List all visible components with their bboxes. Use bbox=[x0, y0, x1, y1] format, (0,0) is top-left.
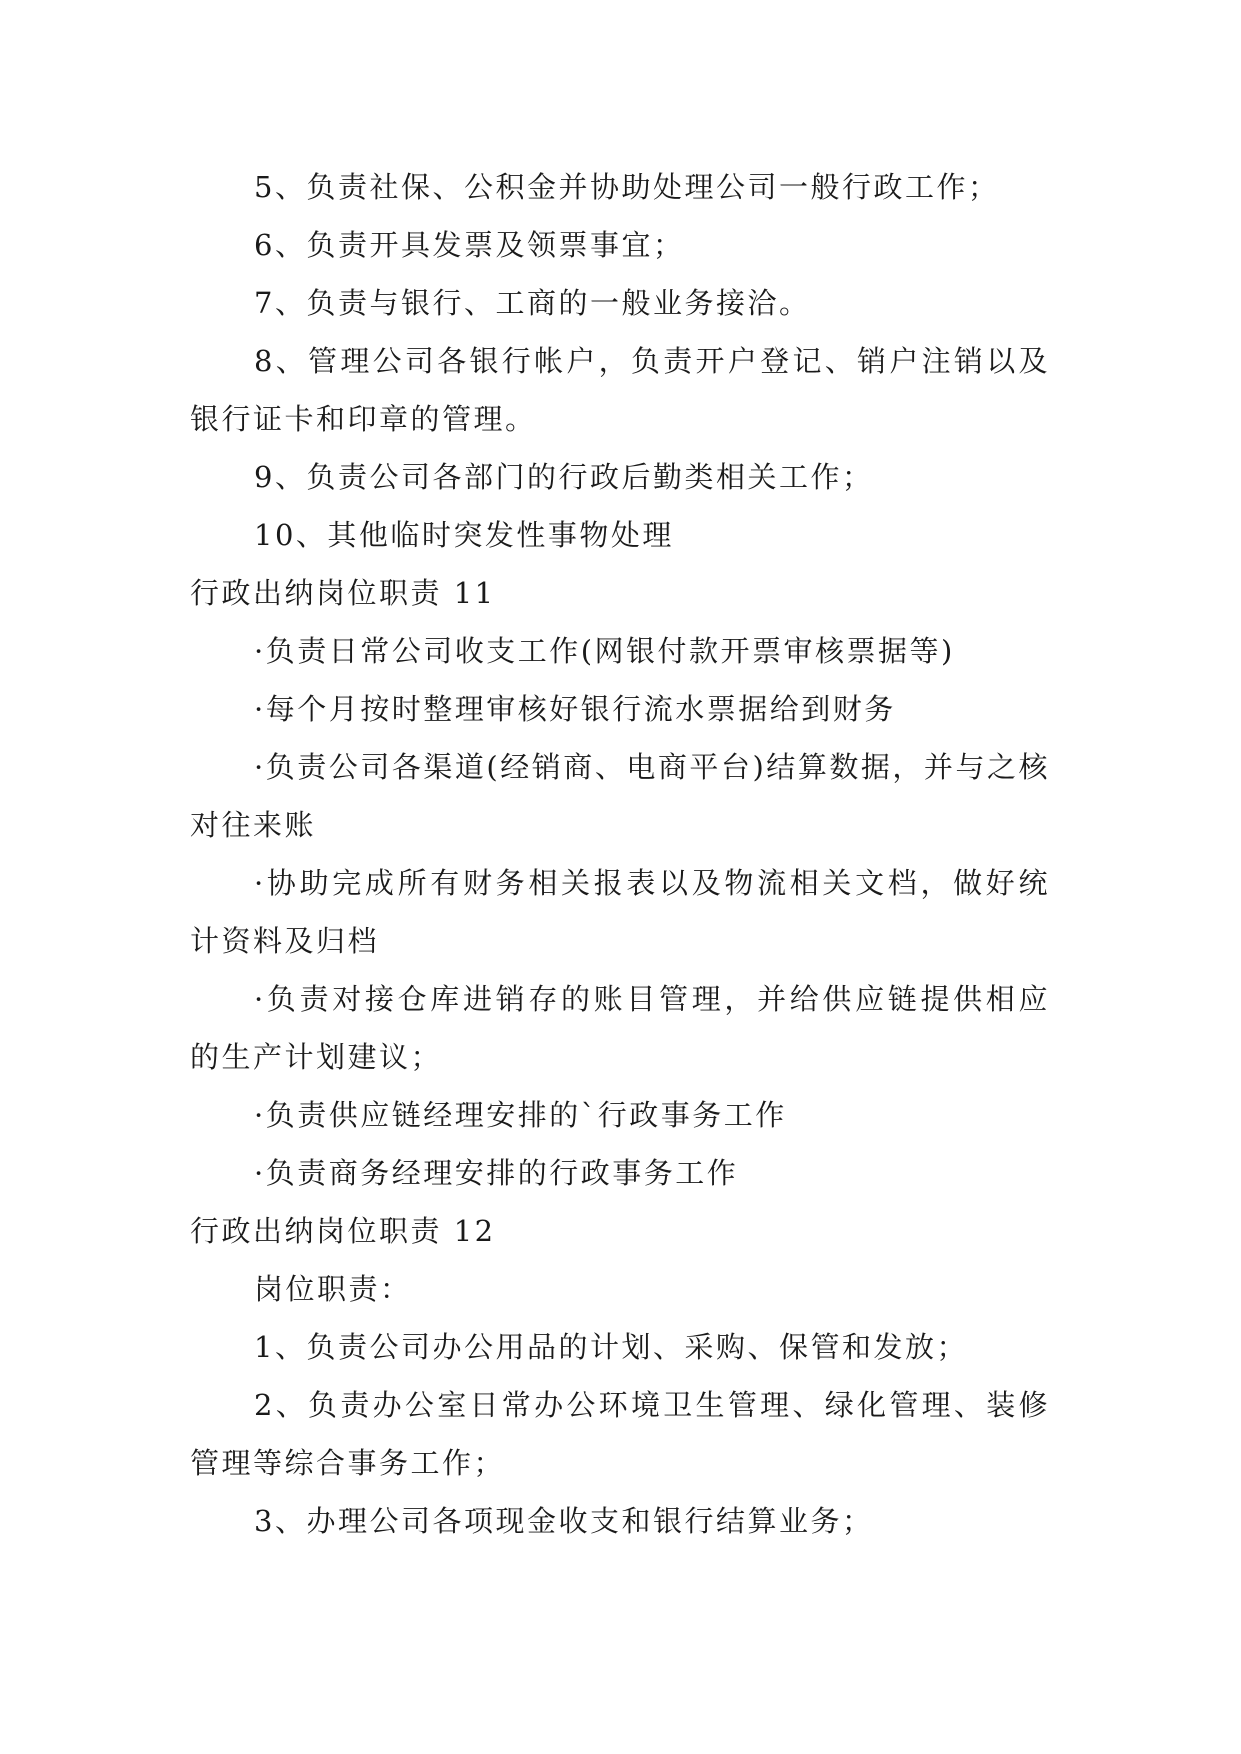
paragraph-text: 9、负责公司各部门的行政后勤类相关工作； bbox=[254, 460, 874, 494]
bullet-item bbox=[190, 1144, 1050, 1202]
paragraph-item-8 bbox=[190, 332, 1050, 448]
paragraph-text: 7、负责与银行、工商的一般业务接洽。 bbox=[254, 286, 811, 320]
section-heading-12 bbox=[190, 1202, 1050, 1260]
bullet-text: ·每个月按时整理审核好银行流水票据给到财务 bbox=[254, 692, 896, 726]
document-body bbox=[190, 158, 1050, 1550]
bullet-text: ·负责对接仓库进销存的账目管理，并给供应链提供相应的生产计划建议； bbox=[190, 982, 1050, 1074]
section-heading-11 bbox=[190, 564, 1050, 622]
paragraph-item-1 bbox=[190, 1318, 1050, 1376]
bullet-text: ·负责公司各渠道(经销商、电商平台)结算数据，并与之核对往来账 bbox=[190, 750, 1050, 842]
paragraph-item-9 bbox=[190, 448, 1050, 506]
paragraph-text: 3、办理公司各项现金收支和银行结算业务； bbox=[254, 1504, 874, 1538]
bullet-item bbox=[190, 738, 1050, 854]
paragraph-item-2 bbox=[190, 1376, 1050, 1492]
heading-text: 行政出纳岗位职责 12 bbox=[190, 1214, 496, 1248]
heading-text: 行政出纳岗位职责 11 bbox=[190, 576, 496, 610]
paragraph-duties-label bbox=[190, 1260, 1050, 1318]
paragraph-text: 2、负责办公室日常办公环境卫生管理、绿化管理、装修管理等综合事务工作； bbox=[190, 1388, 1050, 1480]
bullet-text: ·负责日常公司收支工作(网银付款开票审核票据等) bbox=[254, 634, 955, 668]
paragraph-text: 5、负责社保、公积金并协助处理公司一般行政工作； bbox=[254, 170, 1000, 204]
paragraph-text: 8、管理公司各银行帐户，负责开户登记、销户注销以及银行证卡和印章的管理。 bbox=[190, 344, 1050, 436]
paragraph-text: 6、负责开具发票及领票事宜； bbox=[254, 228, 685, 262]
bullet-item bbox=[190, 970, 1050, 1086]
paragraph-item-3 bbox=[190, 1492, 1050, 1550]
bullet-item bbox=[190, 680, 1050, 738]
bullet-text: ·协助完成所有财务相关报表以及物流相关文档，做好统计资料及归档 bbox=[190, 866, 1050, 958]
paragraph-item-5 bbox=[190, 158, 1050, 216]
paragraph-text: 1、负责公司办公用品的计划、采购、保管和发放； bbox=[254, 1330, 968, 1364]
bullet-item bbox=[190, 1086, 1050, 1144]
paragraph-item-7 bbox=[190, 274, 1050, 332]
paragraph-text: 岗位职责： bbox=[254, 1272, 412, 1306]
bullet-item bbox=[190, 854, 1050, 970]
paragraph-text: 10、其他临时突发性事物处理 bbox=[254, 518, 674, 552]
bullet-item bbox=[190, 622, 1050, 680]
paragraph-item-6 bbox=[190, 216, 1050, 274]
paragraph-item-10 bbox=[190, 506, 1050, 564]
bullet-text: ·负责商务经理安排的行政事务工作 bbox=[254, 1156, 739, 1190]
bullet-text: ·负责供应链经理安排的`行政事务工作 bbox=[254, 1098, 787, 1132]
